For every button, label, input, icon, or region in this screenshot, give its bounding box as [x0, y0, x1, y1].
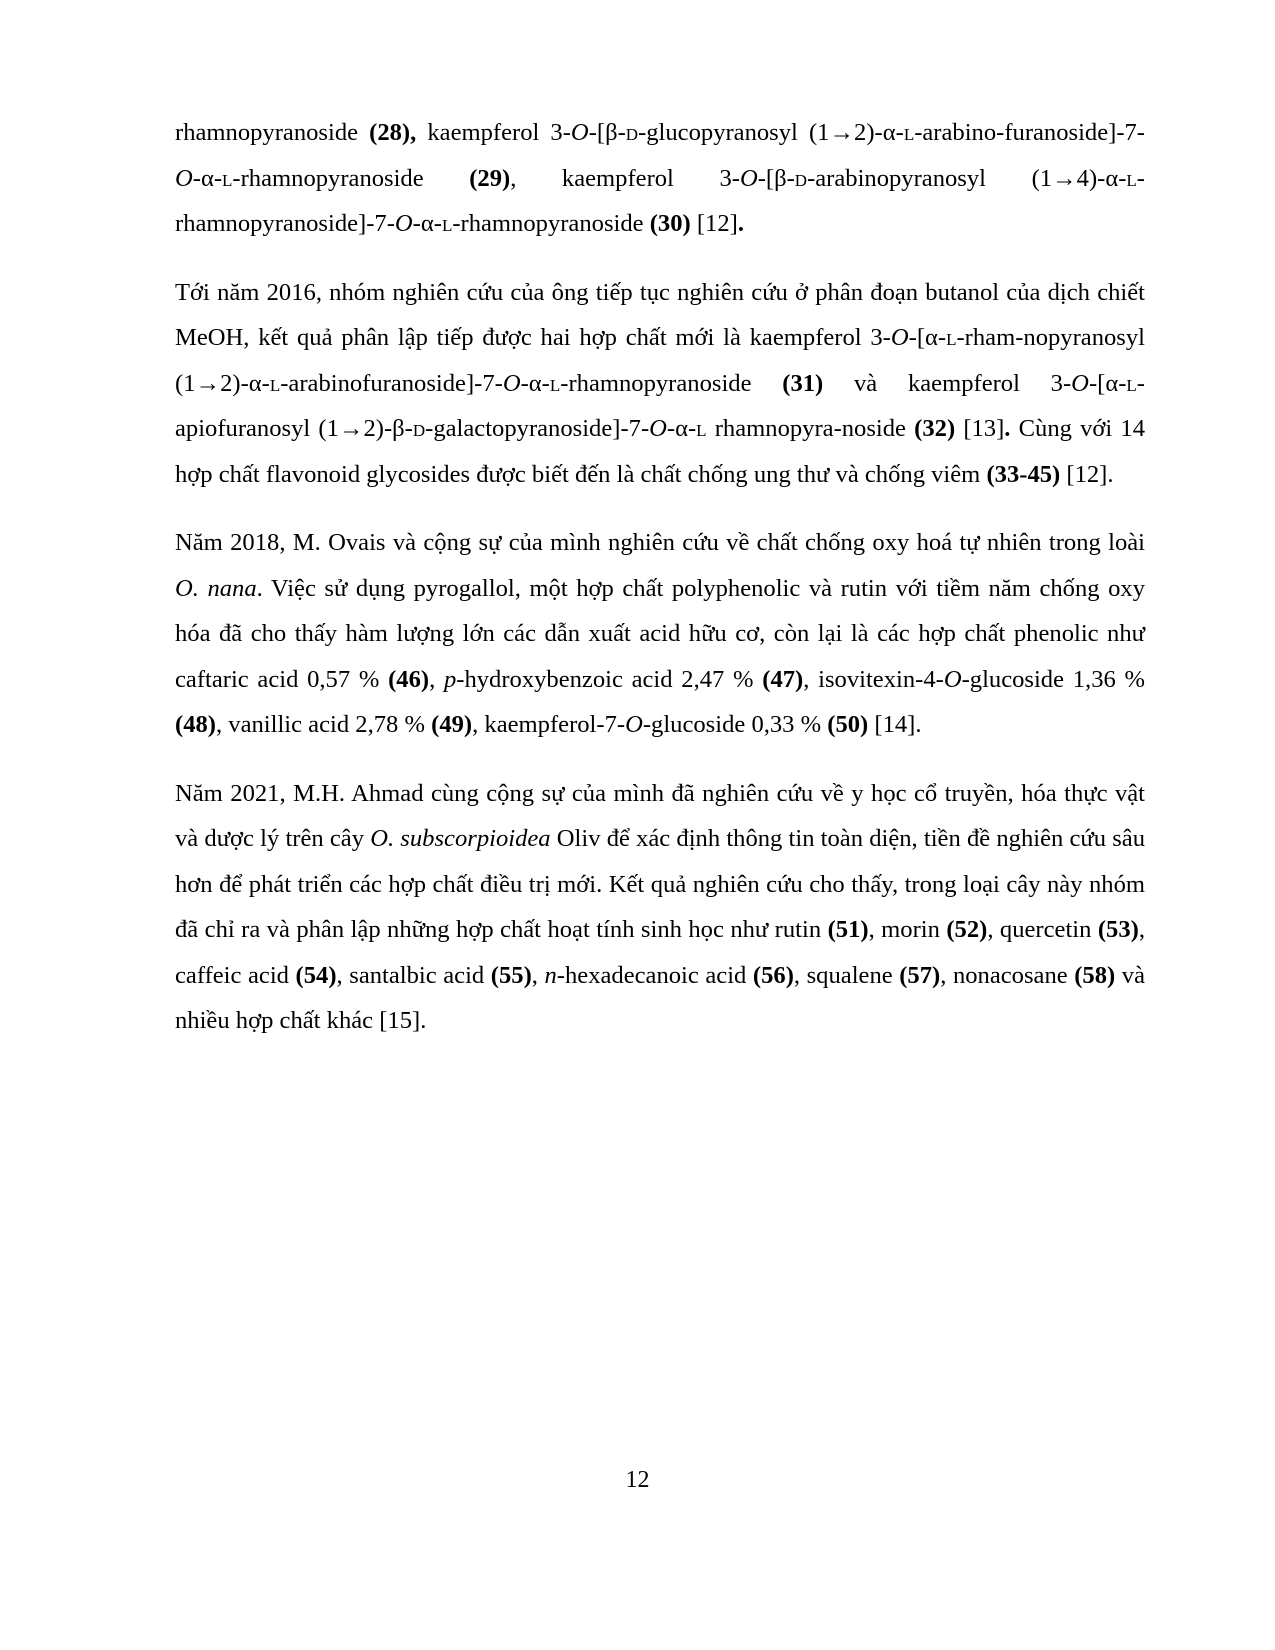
text-segment: , nonacosane [940, 961, 1075, 989]
text-segment: , quercetin [987, 916, 1098, 943]
text-segment: . Việc sử dụng pyrogallol, một hợp chất polyphenolic và rutin với tiềm năm chống oxy hóa đã cho thấy hàm lượng lớn các dẫn xuất acid hữu cơ, còn lại là các hợp chất phenolic như caftaric acid 0,57 % [175, 574, 1145, 693]
text-segment: l [1126, 369, 1137, 397]
text-segment: , kaempferol-7- [472, 711, 626, 738]
text-segment: , [429, 665, 444, 693]
text-segment: d [625, 119, 639, 146]
text-segment: O [890, 324, 909, 351]
text-segment: -hexadecanoic acid [556, 961, 753, 989]
text-segment: O. subscorpioidea [370, 825, 551, 852]
text-segment: (57) [899, 961, 941, 989]
text-segment: (30) [649, 210, 691, 237]
text-segment: O [1071, 369, 1089, 397]
text-segment: n [544, 961, 557, 989]
text-segment: (31) [782, 369, 824, 397]
text-segment: -rhamnopyranoside [232, 164, 470, 192]
text-segment: -galactopyranoside]-7- [425, 415, 650, 442]
text-segment: (32) [914, 415, 956, 442]
text-segment: . [1004, 415, 1011, 442]
text-segment: , santalbic acid [336, 961, 491, 989]
text-segment: -[β- [757, 164, 795, 192]
text-segment: (28), [369, 119, 417, 146]
text-segment: Tới năm 2016, nhóm nghiên cứu của ông tiếp tục nghiên cứu ở phân đoạn butanol của dịch chiết MeOH, kết quả phân lập tiếp được hai hợp chất mới là kaempferol 3- [175, 278, 1145, 351]
text-segment: (50) [827, 711, 869, 738]
text-segment: (58) [1074, 961, 1116, 989]
text-segment: l [222, 164, 233, 192]
text-segment: (52) [946, 916, 988, 943]
text-segment: -rhamnopyranoside [560, 369, 783, 397]
text-segment: (29) [469, 164, 511, 192]
text-segment: . [737, 210, 744, 237]
text-segment: (53) [1097, 916, 1139, 943]
text-segment: O. nana [175, 574, 257, 602]
text-segment: Cùng với 14 hợp chất flavonoid glycosides được biết đến là chất chống ung thư và chống viêm [175, 415, 1146, 488]
text-segment: -rhamnopyranoside]-7- [175, 164, 1145, 237]
text-segment: , isovitexin-4- [803, 665, 944, 693]
text-segment: O [625, 711, 643, 738]
text-segment: -glucopyranosyl (1→2)-α- [638, 119, 904, 146]
text-segment: -glucoside 0,33 % [642, 711, 828, 738]
text-segment: -arabinopyranosyl (1→4)-α- [807, 164, 1127, 192]
text-segment: l [946, 324, 957, 351]
text-segment: O [739, 164, 758, 192]
page-number: 12 [625, 1467, 650, 1493]
text-segment: O [943, 665, 962, 693]
text-segment: và kaempferol 3- [823, 369, 1072, 397]
text-segment: p [443, 665, 457, 693]
text-segment: -rham-nopyranosyl (1→2)-α- [175, 324, 1145, 397]
text-segment: Năm 2018, M. Ovais và cộng sự của mình nghiên cứu về chất chống oxy hoá tự nhiên trong loài [175, 529, 1145, 556]
text-segment: -[β- [588, 119, 626, 146]
text-segment: O [175, 164, 193, 192]
text-segment: -[α- [908, 324, 947, 351]
text-segment: (46) [388, 665, 430, 693]
text-segment: -α- [412, 210, 442, 237]
text-segment: [13] [955, 415, 1005, 442]
text-segment: , kaempferol 3- [510, 164, 740, 192]
text-segment: O [502, 369, 521, 397]
text-segment: [14]. [868, 711, 922, 738]
text-segment: d [412, 415, 426, 442]
page-body [175, 110, 1145, 1067]
text-segment: d [794, 164, 808, 192]
text-segment: -α- [192, 164, 223, 192]
text-segment: (48) [175, 711, 216, 738]
text-segment: (56) [752, 961, 794, 989]
text-segment: O [570, 119, 589, 146]
text-segment: (55) [490, 961, 532, 989]
text-segment: rhamnopyranoside [175, 119, 370, 146]
text-segment: l [1126, 164, 1137, 192]
text-segment: l [549, 369, 561, 397]
text-segment: -[α- [1088, 369, 1127, 397]
text-segment: l [441, 210, 453, 237]
paragraph-butanol-fraction-2016 [175, 270, 1145, 498]
text-segment: và nhiều hợp chất khác [15]. [175, 961, 1146, 1034]
text-segment: -arabinofuranoside]-7- [280, 369, 503, 397]
text-segment: rhamnopyra-noside [706, 415, 915, 442]
text-segment: , caffeic acid [175, 916, 1145, 989]
text-segment: l [696, 415, 707, 442]
text-segment: O [649, 415, 667, 442]
text-segment: -α- [520, 369, 550, 397]
text-segment: , [531, 961, 545, 989]
text-segment: [12]. [1060, 460, 1114, 488]
text-segment: kaempferol 3- [416, 119, 571, 146]
text-segment: (54) [295, 961, 337, 989]
text-segment: O [394, 210, 413, 237]
text-segment: -rhamnopyranoside [452, 210, 650, 237]
paragraph-continued-glycosides [175, 110, 1145, 247]
text-segment: -arabino-furanoside]-7- [914, 119, 1145, 146]
paragraph-ovais-2018 [175, 520, 1145, 748]
text-segment: l [903, 119, 915, 146]
text-segment: -glucoside 1,36 % [961, 665, 1145, 693]
text-segment: [12] [690, 210, 738, 237]
text-segment: -apiofuranosyl (1→2)-β- [175, 369, 1145, 442]
text-segment: (47) [762, 665, 804, 693]
text-segment: (51) [827, 916, 869, 943]
text-segment: (49) [431, 711, 473, 738]
text-segment: -hydroxybenzoic acid 2,47 % [456, 665, 763, 693]
paragraph-ahmad-2021 [175, 771, 1145, 1044]
text-segment: , morin [868, 916, 947, 943]
text-segment: -α- [666, 415, 697, 442]
text-segment: Oliv để xác định thông tin toàn diện, tiền đề nghiên cứu sâu hơn để phát triển các hợp chất điều trị mới. Kết quả nghiên cứu cho thấy, trong loại cây này nhóm đã chỉ ra và phân lập những hợp chất hoạt tính sinh học như rutin [175, 825, 1145, 943]
text-segment: , squalene [793, 961, 900, 989]
text-segment: , vanillic acid 2,78 % [215, 711, 432, 738]
text-segment: l [269, 369, 281, 397]
text-segment: (33-45) [986, 460, 1061, 488]
text-segment: Năm 2021, M.H. Ahmad cùng cộng sự của mình đã nghiên cứu về y học cổ truyền, hóa thực vật và dược lý trên cây [175, 779, 1145, 852]
